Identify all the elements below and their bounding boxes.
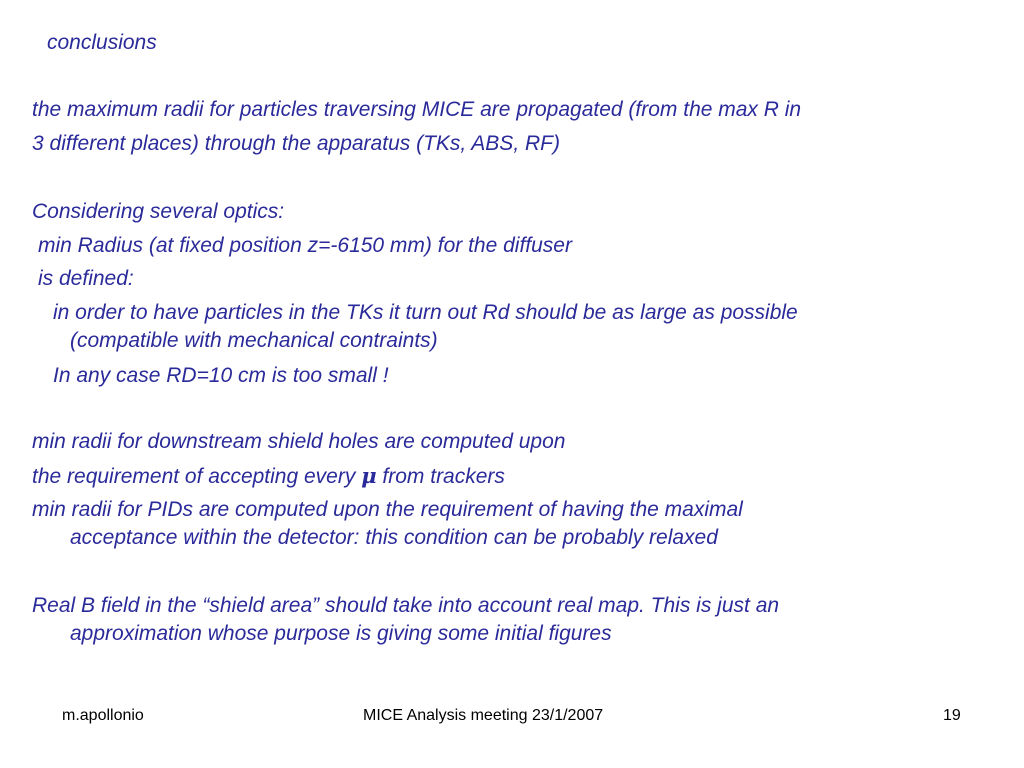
footer-page-number: 19 [943, 707, 961, 724]
mu-symbol: μ [361, 463, 377, 488]
footer-meeting: MICE Analysis meeting 23/1/2007 [363, 707, 604, 724]
text-line-6: in order to have particles in the TKs it turn out Rd should be as large as possible [53, 301, 798, 324]
text-line-2: 3 different places) through the apparatus (TKs, ABS, RF) [32, 132, 560, 155]
text-line-3: Considering several optics: [32, 200, 285, 223]
text-line-5: is defined: [38, 267, 134, 290]
slide-title: conclusions [47, 31, 157, 54]
text-line-12: acceptance within the detector: this condition can be probably relaxed [70, 526, 718, 549]
text-line-13: Real B field in the “shield area” should take into account real map. This is just an [32, 594, 780, 617]
text-line-7: (compatible with mechanical contraints) [70, 329, 438, 352]
text-line-8: In any case RD=10 cm is too small ! [53, 364, 389, 387]
text-line-4: min Radius (at fixed position z=-6150 mm) for the diffuser [38, 234, 572, 257]
text-line-1: the maximum radii for particles traversing MICE are propagated (from the max R in [32, 98, 802, 121]
text-line-10-a: the requirement of accepting every [32, 465, 362, 488]
text-line-10 [32, 463, 505, 490]
text-line-10-b: from trackers [376, 465, 505, 488]
text-line-14: approximation whose purpose is giving some initial figures [70, 622, 612, 645]
text-line-11: min radii for PIDs are computed upon the requirement of having the maximal [32, 498, 743, 521]
footer-author: m.apollonio [62, 707, 144, 724]
text-line-9: min radii for downstream shield holes are computed upon [32, 430, 566, 453]
